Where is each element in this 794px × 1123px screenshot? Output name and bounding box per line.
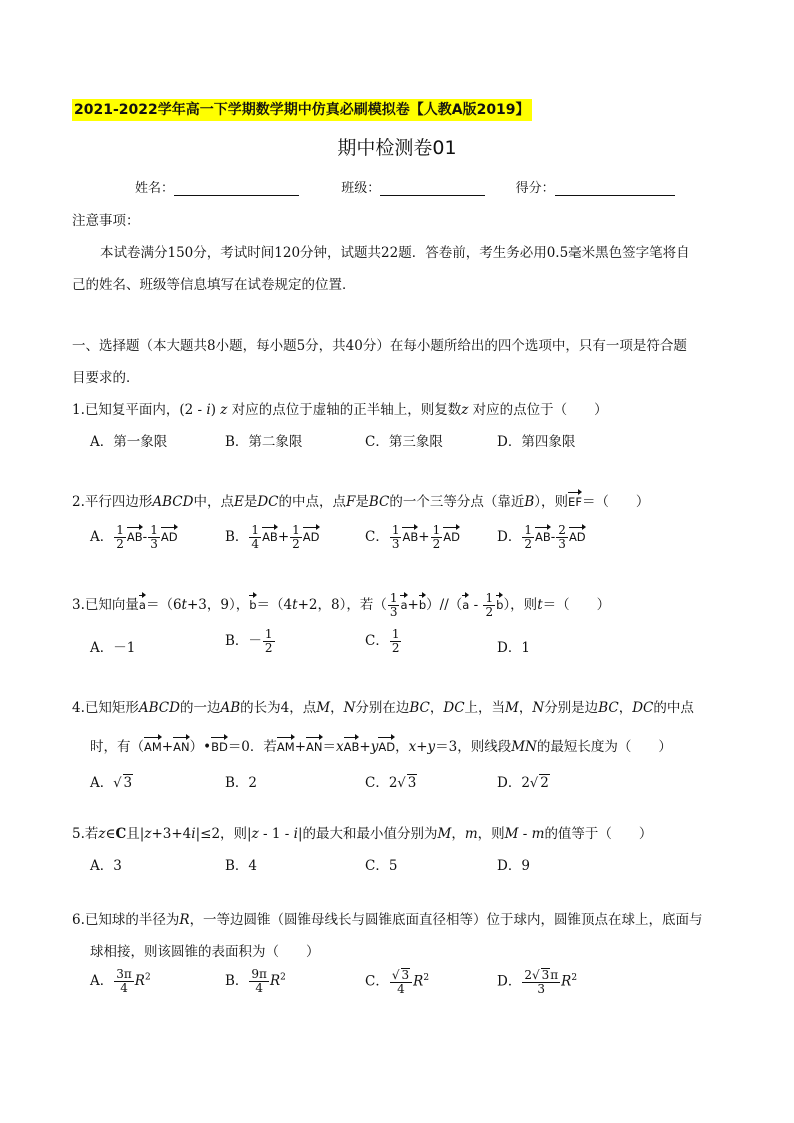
sqrt-icon: √	[391, 968, 400, 982]
notes-line-1: 本试卷满分150分，考试时间120分钟，试题共22题．答卷前，考生务必用0.5毫米黑色签字笔将自	[100, 245, 690, 261]
radicand: 3	[407, 775, 417, 791]
fraction	[522, 524, 534, 551]
q4-text: 分别在边	[355, 700, 410, 716]
q6-option-b[interactable]	[225, 968, 286, 995]
q4-option-c[interactable]	[365, 771, 417, 791]
exponent: 2	[423, 973, 430, 983]
q3-text: +	[407, 597, 419, 613]
option-label: C．	[365, 973, 389, 990]
vector-a: a	[462, 598, 470, 612]
operator: +	[277, 529, 290, 545]
option-label: B．	[225, 973, 249, 989]
q4-option-a[interactable]	[90, 771, 133, 791]
fraction	[249, 968, 269, 995]
denominator: 3	[150, 537, 158, 551]
operator: -	[142, 529, 148, 545]
q4-var: x+y	[408, 739, 436, 755]
q2-var: ABCD	[152, 494, 194, 510]
q3-text: ＝（4	[256, 597, 293, 613]
fraction	[390, 968, 412, 996]
q1-option-a[interactable]: A．第一象限	[90, 434, 168, 450]
fraction	[263, 628, 275, 655]
q5-option-c[interactable]: C．5	[365, 858, 398, 874]
q5-text: 的值等于（ ）	[544, 826, 653, 842]
question-3	[72, 592, 610, 619]
q4-text: 时，有（	[90, 739, 144, 755]
denominator: 2	[116, 537, 124, 551]
numerator: 1	[432, 523, 441, 537]
name-field[interactable]	[174, 181, 299, 196]
q6-var-r: R	[134, 973, 145, 989]
numerator: 1	[389, 591, 398, 605]
q4-text: ＝0．若	[227, 739, 277, 755]
coefficient: 2	[524, 968, 532, 982]
fraction	[148, 524, 160, 551]
q2-option-d[interactable]	[497, 524, 586, 551]
vector-an: AN	[306, 740, 323, 754]
q4-var-y: y	[370, 739, 379, 755]
q4-var: M	[505, 700, 519, 716]
q3-option-d[interactable]: D．1	[497, 640, 530, 656]
q2-var: B	[524, 494, 535, 510]
denominator: 3	[558, 537, 566, 551]
vector-b: b	[249, 598, 257, 612]
denominator: 2	[432, 537, 441, 551]
vector-ad: AD	[568, 530, 586, 544]
sqrt-icon: √	[113, 776, 122, 791]
q4-text: 的最短长度为（ ）	[536, 739, 672, 755]
option-label: D．	[497, 973, 522, 990]
q4-text: ，	[518, 700, 533, 716]
exponent: 2	[280, 972, 286, 983]
q4-var: N	[532, 700, 545, 716]
q5-text: 5.若	[72, 826, 99, 842]
question-6-line-1	[72, 908, 703, 928]
denominator: 2	[292, 537, 300, 551]
q5-text: 且|	[126, 826, 145, 842]
q4-text: 上，当	[464, 700, 506, 716]
option-label: D．2	[497, 775, 530, 791]
q4-text: ＝3，则线段	[435, 739, 512, 755]
denominator: 2	[264, 641, 273, 655]
fraction	[556, 524, 568, 551]
q4-var: DC	[443, 700, 465, 716]
q5-text: |≤2，则|	[195, 826, 252, 842]
vector-a: a	[138, 598, 146, 612]
numerator: 1	[264, 627, 273, 641]
q2-var: F	[345, 494, 356, 510]
denominator: 4	[251, 537, 260, 551]
vector-am: AM	[144, 740, 162, 754]
option-label: D．	[497, 529, 522, 545]
numerator: 1	[292, 523, 300, 537]
q5-text: ，	[451, 826, 465, 842]
option-label: A．	[90, 529, 114, 545]
q4-var: M	[316, 700, 331, 716]
question-6-line-2: 球相接，则该圆锥的表面积为（ ）	[90, 944, 320, 960]
q2-var: BC	[368, 494, 390, 510]
class-field[interactable]	[380, 181, 485, 196]
q4-var: BC	[409, 700, 430, 716]
q1-var-z: z	[220, 402, 228, 418]
q4-var: DC	[632, 700, 654, 716]
radicand: 2	[540, 775, 549, 791]
question-5	[72, 822, 652, 842]
vector-ef: EF	[568, 495, 582, 509]
q3-option-c[interactable]	[365, 628, 402, 655]
numerator	[390, 968, 412, 983]
vector-ad: AD	[302, 530, 320, 544]
denominator: 4	[255, 981, 263, 995]
q4-var: AB	[220, 700, 241, 716]
q2-text: ），则	[534, 494, 569, 510]
q5-option-d[interactable]: D．9	[497, 858, 530, 874]
numerator: 2	[558, 523, 566, 537]
vector-am: AM	[276, 740, 295, 754]
vector-ab: AB	[534, 530, 551, 544]
q4-option-d[interactable]	[497, 771, 550, 791]
q3-text: +2，8），若（	[297, 597, 387, 613]
q5-var-m: m	[464, 826, 478, 842]
vector-a: a	[400, 598, 408, 612]
q3-text: ＝（6	[145, 597, 182, 613]
q2-text: 2.平行四边形	[72, 494, 153, 510]
q4-text: 的一边	[179, 700, 221, 716]
q3-text: -	[469, 597, 483, 613]
numerator: 1	[150, 523, 158, 537]
q4-text: 的长为4，点	[240, 700, 317, 716]
q5-var-z: z	[251, 826, 259, 842]
question-4-line-2	[90, 735, 672, 755]
q4-var: ABCD	[138, 700, 180, 716]
q5-var-i: i	[191, 826, 196, 842]
denominator: 3	[391, 537, 400, 551]
option-label: C．2	[365, 775, 398, 791]
q5-option-b[interactable]: B．4	[225, 858, 258, 874]
vector-bd: BD	[211, 740, 228, 754]
denominator: 3	[537, 982, 546, 996]
fraction	[388, 592, 400, 619]
q1-text: 1.已知复平面内，(2 -	[72, 402, 207, 418]
q3-var-t: t	[537, 597, 543, 613]
notes-heading: 注意事项：	[72, 213, 140, 229]
q2-text: 中，点	[193, 494, 234, 510]
q4-text: ）•	[189, 739, 212, 755]
student-info	[135, 177, 675, 196]
denominator: 3	[389, 605, 398, 619]
q4-var: MN	[511, 739, 537, 755]
q3-option-b[interactable]	[225, 628, 276, 655]
numerator	[522, 968, 560, 983]
q5-option-a[interactable]: A．3	[90, 858, 122, 874]
option-label: B．	[225, 529, 249, 545]
fraction	[483, 592, 495, 619]
q2-text: 是	[355, 494, 369, 510]
q5-var-m: m	[531, 826, 545, 842]
q5-text: - 1 -	[258, 826, 294, 842]
numerator: 1	[116, 523, 124, 537]
q3-text: +3，9），	[186, 597, 250, 613]
fraction	[390, 628, 402, 655]
denominator: 4	[397, 982, 405, 996]
q4-text: ，	[618, 700, 633, 716]
exam-banner: 2021-2022学年高一下学期数学期中仿真必刷模拟卷【人教A版2019】	[72, 99, 532, 121]
radicand: 3	[401, 968, 410, 982]
denominator: 2	[524, 537, 532, 551]
numerator: 3π	[116, 967, 132, 981]
denominator: 2	[391, 641, 400, 655]
q2-var: DC	[257, 494, 279, 510]
q2-option-a[interactable]	[90, 524, 178, 551]
q4-option-b[interactable]: B．2	[225, 775, 258, 791]
vector-an: AN	[173, 740, 190, 754]
page-title: 期中检测卷01	[337, 137, 457, 159]
operator: +	[359, 739, 371, 755]
q3-option-a[interactable]: A．－1	[90, 640, 136, 656]
q2-text: 的中点，点	[278, 494, 346, 510]
q6-option-c[interactable]	[365, 968, 429, 996]
vector-ad: AD	[160, 530, 178, 544]
operator: +	[294, 739, 307, 755]
radicand: 3	[123, 775, 133, 791]
fraction	[114, 524, 126, 551]
q4-var-x: x	[336, 739, 344, 755]
q5-text: +3+4	[151, 826, 192, 842]
vector-ab: AB	[402, 530, 419, 544]
q6-text: 6.已知球的半径为	[72, 912, 180, 928]
denominator: 4	[120, 981, 128, 995]
q4-text: 4.已知矩形	[72, 700, 139, 716]
q4-text: 的中点	[653, 700, 694, 716]
q1-var-z: z	[461, 402, 469, 418]
exponent: 2	[144, 972, 151, 983]
vector-ad: AD	[443, 530, 460, 544]
q4-text: 分别是边	[544, 700, 599, 716]
fraction	[114, 968, 134, 995]
q1-text: 对应的点位于虚轴的正半轴上，则复数	[227, 402, 462, 418]
fraction	[249, 524, 261, 551]
q6-var-r: R	[269, 973, 281, 989]
section-1-line-2: 目要求的．	[72, 370, 140, 386]
numerator: 1	[251, 523, 260, 537]
numerator: 9π	[251, 967, 267, 981]
exponent: 2	[571, 973, 578, 983]
radicand: 3	[541, 968, 550, 982]
q2-option-c[interactable]	[365, 524, 460, 551]
option-label: C．	[365, 633, 389, 649]
sqrt-icon: √	[397, 776, 406, 791]
class-label: 班级：	[341, 181, 381, 196]
numerator: 1	[524, 523, 532, 537]
q3-text: 3.已知向量	[72, 597, 139, 613]
fraction	[522, 968, 560, 996]
q3-text: ＝（ ）	[542, 597, 611, 613]
q6-option-d[interactable]	[497, 968, 577, 996]
q4-var: BC	[598, 700, 619, 716]
vector-ad: AD	[378, 740, 396, 754]
q1-text: 对应的点位于（ ）	[468, 402, 608, 418]
pi-symbol: π	[550, 968, 559, 982]
q5-text: |的最大和最小值分别为	[297, 826, 438, 842]
sqrt-icon: √	[529, 776, 539, 791]
numerator: 1	[391, 523, 400, 537]
q6-option-a[interactable]	[90, 968, 151, 995]
q2-option-b[interactable]	[225, 524, 320, 551]
numerator: 1	[391, 627, 400, 641]
q4-text: ，	[395, 739, 409, 755]
fraction	[390, 524, 402, 551]
q2-text: 是	[243, 494, 258, 510]
q6-var-r: R	[179, 912, 190, 928]
option-label: B．－	[225, 633, 262, 649]
fraction	[431, 524, 443, 551]
question-4-line-1	[72, 696, 694, 716]
q2-text: ＝（ ）	[581, 494, 650, 510]
q6-var-r: R	[561, 973, 572, 990]
vector-ab: AB	[343, 740, 360, 754]
fraction	[290, 524, 302, 551]
operator: +	[418, 529, 430, 545]
q5-text: -	[518, 826, 532, 842]
option-label: A．	[90, 775, 114, 791]
question-1	[72, 398, 608, 418]
q3-text: ）//（	[426, 597, 463, 613]
vector-b: b	[418, 598, 427, 612]
vector-b: b	[496, 598, 504, 612]
score-label: 得分：	[515, 181, 555, 196]
q5-var-m: M	[504, 826, 519, 842]
q5-var-i: i	[293, 826, 298, 842]
option-label: A．	[90, 973, 114, 989]
complex-set-symbol: C	[115, 826, 127, 842]
q4-text: ，	[429, 700, 444, 716]
q4-text: ＝	[322, 739, 336, 755]
denominator: 2	[485, 605, 494, 619]
q4-text: ，	[330, 700, 344, 716]
q6-var-r: R	[413, 973, 424, 990]
q1-text: )	[210, 402, 221, 418]
q2-var: E	[233, 494, 244, 510]
numerator: 1	[485, 591, 494, 605]
option-label: C．	[365, 529, 389, 545]
operator: +	[161, 739, 174, 755]
q2-text: 的一个三等分点（靠近	[389, 494, 525, 510]
q1-option-c[interactable]: C．第三象限	[365, 434, 443, 450]
q5-var-z: z	[98, 826, 106, 842]
q1-option-b[interactable]: B．第二象限	[225, 434, 303, 450]
vector-ab: AB	[262, 530, 278, 544]
name-label: 姓名：	[135, 181, 175, 196]
q6-text: ，一等边圆锥（圆锥母线长与圆锥底面直径相等）位于球内，圆锥顶点在球上，底面与	[189, 912, 703, 928]
q5-text: ∈	[105, 826, 116, 842]
question-2	[72, 490, 649, 510]
operator: -	[550, 529, 556, 545]
vector-ab: AB	[126, 530, 143, 544]
q3-text: ），则	[503, 597, 538, 613]
score-field[interactable]	[555, 181, 675, 196]
q1-var-i: i	[206, 402, 211, 418]
q5-text: ，则	[477, 826, 505, 842]
notes-line-2: 己的姓名、班级等信息填写在试卷规定的位置．	[72, 277, 356, 293]
q3-var-t: t	[292, 597, 298, 613]
q4-var: N	[343, 700, 356, 716]
section-1-line-1: 一、选择题（本大题共8小题，每小题5分，共40分）在每小题所给出的四个选项中，只有一项是符合题	[72, 338, 687, 354]
q3-var-t: t	[181, 597, 187, 613]
q1-option-d[interactable]: D．第四象限	[497, 434, 576, 450]
sqrt-icon: √	[531, 968, 540, 982]
q5-var-m: M	[437, 826, 452, 842]
q5-var-z: z	[144, 826, 152, 842]
